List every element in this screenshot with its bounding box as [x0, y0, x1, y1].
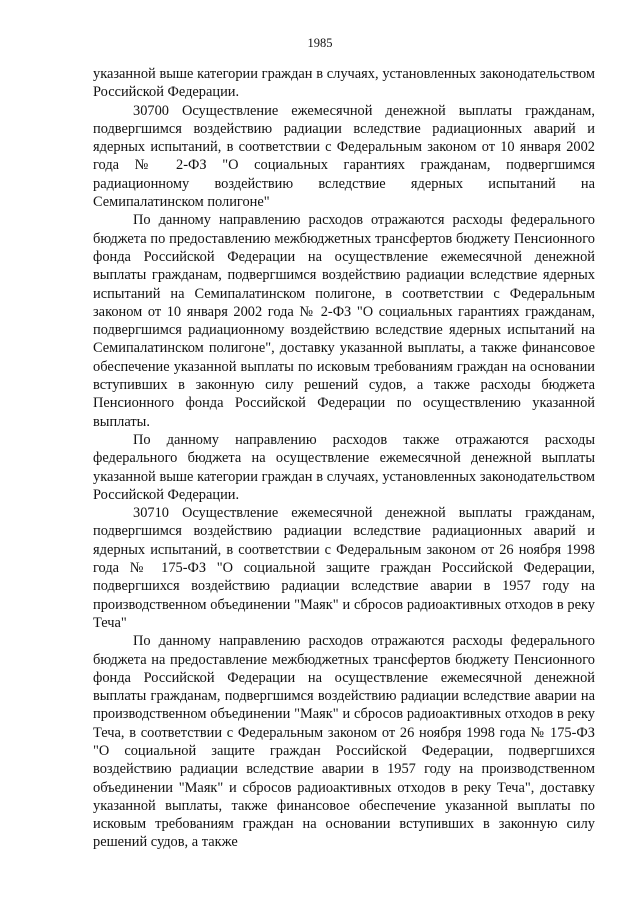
paragraph-expense-additional: По данному направлению расходов также отражаются расходы федерального бюджета на осуществление ежемесячной денежной выплаты указанной выше категории граждан в случаях, установленных законодательством Российской Федерации. [93, 431, 595, 503]
paragraph-continuation: указанной выше категории граждан в случаях, установленных законодательством Российской Федерации. [93, 66, 595, 101]
page-number: 1985 [307, 36, 333, 50]
paragraph-expense-description: По данному направлению расходов отражаются расходы федерального бюджета по предоставлению межбюджетных трансфертов бюджету Пенсионного фонда Российской Федерации на осуществление ежемесячной денежной выплаты гражданам, подвергшимся воздействию радиации вследствие ядерных испытаний на Семипалатинском полигоне, в соответствии с Федеральным законом от 10 января 2002 года № 2-ФЗ "О социальных гарантиях гражданам, подвергшимся радиационному воздействию вследствие ядерных испытаний на Семипалатинском полигоне", доставку указанной выплаты, а также финансовое обеспечение указанной выплаты по исковым требованиям граждан на основании вступивших в законную силу решений судов, а также расходы бюджета Пенсионного фонда Российской Федерации по осуществлению указанной выплаты. [93, 212, 595, 430]
paragraph-code-30710: 30710 Осуществление ежемесячной денежной выплаты гражданам, подвергшимся воздействию радиации вследствие радиационных аварий и ядерных испытаний, в соответствии с Федеральным законом от 26 ноября 1998 года № 175-ФЗ "О социальной защите граждан Российской Федерации, подвергшихся воздействию радиации вследствие аварии в 1957 году на производственном объединении "Маяк" и сбросов радиоактивных отходов в реку Теча" [93, 505, 595, 631]
document-body [93, 65, 595, 852]
paragraph-code-30700: 30700 Осуществление ежемесячной денежной выплаты гражданам, подвергшимся воздействию радиации вследствие радиационных аварий и ядерных испытаний, в соответствии с Федеральным законом от 10 января 2002 года № 2-ФЗ "О социальных гарантиях гражданам, подвергшимся радиационному воздействию вследствие ядерных испытаний на Семипалатинском полигоне" [93, 102, 595, 211]
paragraph-expense-description-2: По данному направлению расходов отражаются расходы федерального бюджета на предоставление межбюджетных трансфертов бюджету Пенсионного фонда Российской Федерации на осуществление ежемесячной денежной выплаты гражданам, подвергшимся воздействию радиации вследствие аварии на производственном объединении "Маяк" и сбросов радиоактивных отходов в реку Теча, в соответствии с Федеральным законом от 26 ноября 1998 года № 175-ФЗ "О социальной защите граждан Российской Федерации, подвергшихся воздействию радиации вследствие аварии в 1957 году на производственном объединении "Маяк" и сбросов радиоактивных отходов в реку Теча", доставку указанной выплаты, также финансовое обеспечение указанной выплаты по исковым требованиям граждан на основании вступивших в законную силу решений судов, а также [93, 633, 595, 851]
